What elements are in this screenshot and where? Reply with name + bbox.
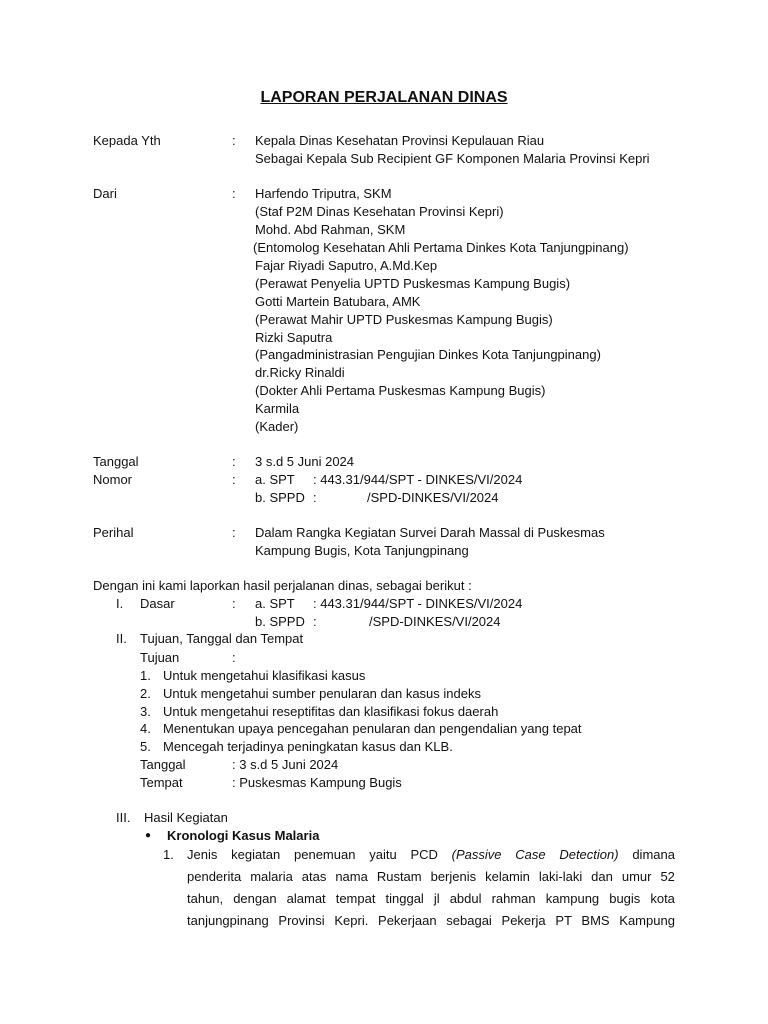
word: laki-laki xyxy=(538,869,583,884)
paragraph-line xyxy=(187,913,675,929)
word: umur xyxy=(621,869,652,884)
tujuan-item-number: 5. xyxy=(140,739,151,754)
word: Kampung xyxy=(619,913,675,928)
tujuan-item-number: 4. xyxy=(140,721,151,736)
tanggal-label: Tanggal xyxy=(93,454,139,469)
word: nama xyxy=(335,869,368,884)
tanggal-colon: : xyxy=(232,454,236,469)
tujuan-item-text: Mencegah terjadinya peningkatan kasus dan KLB. xyxy=(163,739,453,754)
word: Provinsi xyxy=(278,913,325,928)
section-1-sppd-value: /SPD-DINKES/VI/2024 xyxy=(369,614,501,629)
dari-line: (Staf P2M Dinas Kesehatan Provinsi Kepri) xyxy=(255,204,504,219)
word: tanjungpinang xyxy=(187,913,269,928)
dari-label: Dari xyxy=(93,186,117,201)
tujuan-item-text: Untuk mengetahui reseptifitas dan klasifikasi fokus daerah xyxy=(163,704,499,719)
section-1-sppd-colon: : xyxy=(313,614,317,629)
word: Kepri. xyxy=(334,913,369,928)
word: dengan xyxy=(233,891,277,906)
perihal-colon: : xyxy=(232,525,236,540)
nomor-label: Nomor xyxy=(93,472,133,487)
kepada-line: Kepala Dinas Kesehatan Provinsi Kepulauan Riau xyxy=(255,133,545,148)
tujuan-item-text: Menentukan upaya pencegahan penularan dan pengendalian yang tepat xyxy=(163,721,582,736)
paragraph-number: 1. xyxy=(163,847,174,862)
section-2-tanggal-value: : 3 s.d 5 Juni 2024 xyxy=(232,757,339,772)
word: Pekerjaan xyxy=(378,913,437,928)
kepada-colon: : xyxy=(232,133,236,148)
dari-line: Harfendo Triputra, SKM xyxy=(255,186,392,201)
tujuan-item-number: 1. xyxy=(140,668,151,683)
dari-line: Rizki Saputra xyxy=(255,330,333,345)
word: kegiatan xyxy=(231,847,281,862)
section-1-label: Dasar xyxy=(140,596,175,611)
dari-line: Gotti Martein Batubara, AMK xyxy=(255,294,421,309)
tujuan-label: Tujuan xyxy=(140,650,180,665)
word: dan xyxy=(591,869,613,884)
section-2-tempat-value: : Puskesmas Kampung Bugis xyxy=(232,775,402,790)
word: rahman xyxy=(491,891,536,906)
dari-line: (Pangadministrasian Pengujian Dinkes Kota Tanjungpinang) xyxy=(255,347,601,362)
paragraph-line xyxy=(187,891,675,907)
section-1-number: I. xyxy=(116,596,124,611)
word: yaitu xyxy=(369,847,397,862)
word: penderita xyxy=(187,869,242,884)
intro-text: Dengan ini kami laporkan hasil perjalanan dinas, sebagai berikut : xyxy=(93,578,472,593)
dari-line: Karmila xyxy=(255,401,300,416)
dari-colon: : xyxy=(232,186,236,201)
word: bugis xyxy=(609,891,641,906)
word-italic: (Passive Case Detection) xyxy=(451,847,619,862)
kepada-label: Kepada Yth xyxy=(93,133,161,148)
dari-line: dr.Ricky Rinaldi xyxy=(255,365,345,380)
bullet-icon: ● xyxy=(145,830,152,841)
dari-line: Mohd. Abd Rahman, SKM xyxy=(255,222,406,237)
nomor-colon: : xyxy=(232,472,236,487)
word: dimana xyxy=(632,847,675,862)
section-2-number: II. xyxy=(116,631,127,646)
word: tinggal xyxy=(385,891,424,906)
section-2-tempat-label: Tempat xyxy=(140,775,183,790)
section-1-spt-label: a. SPT xyxy=(255,596,295,611)
word: 52 xyxy=(660,869,675,884)
section-3-number: III. xyxy=(116,810,131,825)
word: atas xyxy=(301,869,327,884)
paragraph-line xyxy=(187,847,675,863)
tujuan-colon: : xyxy=(232,650,236,665)
word: kelamin xyxy=(485,869,530,884)
word: sebagai xyxy=(446,913,492,928)
word: tahun, xyxy=(187,891,224,906)
tujuan-item-number: 3. xyxy=(140,704,151,719)
nomor-spt-label: a. SPT xyxy=(255,472,295,487)
dari-line: (Dokter Ahli Pertama Puskesmas Kampung Bugis) xyxy=(255,383,546,398)
word: PT xyxy=(555,913,572,928)
tanggal-value: 3 s.d 5 Juni 2024 xyxy=(255,454,355,469)
section-2-label: Tujuan, Tanggal dan Tempat xyxy=(140,631,304,646)
word: kampung xyxy=(545,891,600,906)
section-1-sppd-label: b. SPPD xyxy=(255,614,305,629)
word: Pekerja xyxy=(501,913,546,928)
word: alamat xyxy=(286,891,326,906)
word: PCD xyxy=(410,847,438,862)
dari-line: (Kader) xyxy=(255,419,299,434)
perihal-line: Dalam Rangka Kegiatan Survei Darah Massal di Puskesmas xyxy=(255,525,605,540)
word: berjenis xyxy=(430,869,477,884)
dari-line: (Perawat Penyelia UPTD Puskesmas Kampung Bugis) xyxy=(255,276,571,291)
kepada-line: Sebagai Kepala Sub Recipient GF Komponen Malaria Provinsi Kepri xyxy=(255,151,650,166)
dari-line: Fajar Riyadi Saputro, A.Md.Kep xyxy=(255,258,438,273)
word: jl xyxy=(433,891,440,906)
section-2-tanggal-label: Tanggal xyxy=(140,757,186,772)
word: kota xyxy=(650,891,675,906)
document-title: LAPORAN PERJALANAN DINAS xyxy=(260,89,508,106)
word: Rustam xyxy=(376,869,422,884)
tujuan-item-number: 2. xyxy=(140,686,151,701)
dari-line: (Perawat Mahir UPTD Puskesmas Kampung Bugis) xyxy=(255,312,553,327)
perihal-label: Perihal xyxy=(93,525,134,540)
nomor-sppd-value: /SPD-DINKES/VI/2024 xyxy=(367,490,499,505)
word: malaria xyxy=(250,869,293,884)
word: penemuan xyxy=(294,847,356,862)
word: Jenis xyxy=(187,847,218,862)
paragraph-line xyxy=(187,869,675,885)
nomor-spt-value: : 443.31/944/SPT - DINKES/VI/2024 xyxy=(313,472,523,487)
nomor-sppd-colon: : xyxy=(313,490,317,505)
nomor-sppd-label: b. SPPD xyxy=(255,490,305,505)
word: tempat xyxy=(335,891,376,906)
perihal-line: Kampung Bugis, Kota Tanjungpinang xyxy=(255,543,469,558)
section-1-spt-value: : 443.31/944/SPT - DINKES/VI/2024 xyxy=(313,596,523,611)
dari-line: (Entomolog Kesehatan Ahli Pertama Dinkes Kota Tanjungpinang) xyxy=(253,240,629,255)
section-3-label: Hasil Kegiatan xyxy=(144,810,228,825)
section-1-colon: : xyxy=(232,596,236,611)
tujuan-item-text: Untuk mengetahui sumber penularan dan kasus indeks xyxy=(163,686,481,701)
kronologi-heading: Kronologi Kasus Malaria xyxy=(167,828,320,843)
word: BMS xyxy=(581,913,610,928)
word: abdul xyxy=(449,891,482,906)
tujuan-item-text: Untuk mengetahui klasifikasi kasus xyxy=(163,668,366,683)
